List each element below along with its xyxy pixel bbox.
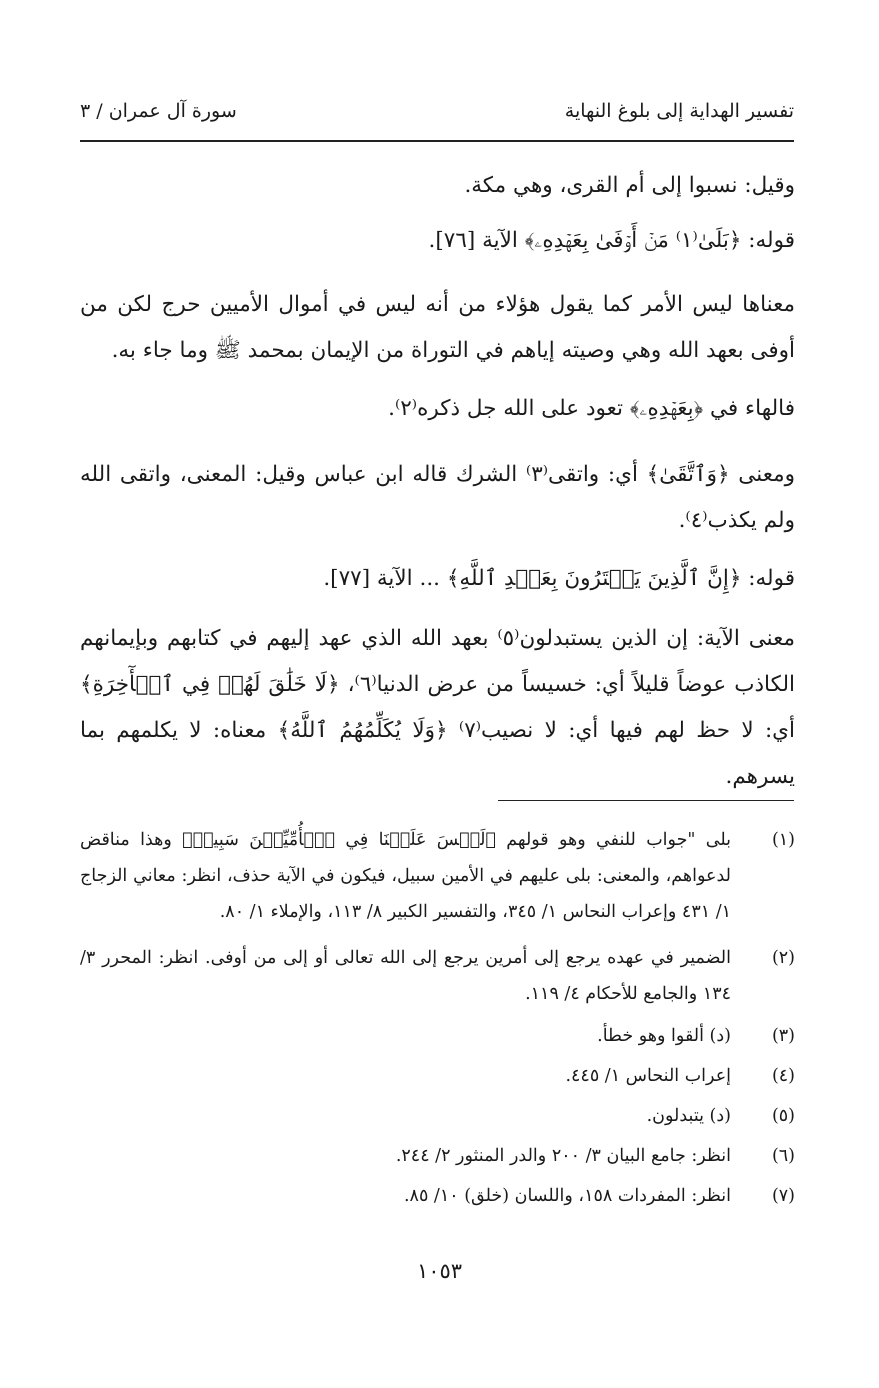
paragraph-5: ومعنى ﴿وَٱتَّقَىٰ﴾ أي: واتقى⁽٣⁾ الشرك قاله ابن عباس وقيل: المعنى، واتقى الله ولم يكذب⁽٤⁾. bbox=[80, 462, 795, 533]
footnote-number: (٥) bbox=[771, 1106, 795, 1126]
footnote-number: (٦) bbox=[771, 1146, 795, 1166]
footnote-2 bbox=[80, 940, 795, 1012]
footnote-text: انظر: جامع البيان ٣/ ٢٠٠ والدر المنثور ٢/ ٢٤٤. bbox=[395, 1146, 731, 1166]
footnote-number: (٣) bbox=[771, 1026, 795, 1046]
footnote-4 bbox=[80, 1058, 795, 1094]
running-header bbox=[80, 100, 794, 132]
paragraph-7: معنى الآية: إن الذين يستبدلون⁽٥⁾ بعهد الله الذي عهد إليهم في كتابهم وبإيمانهم الكاذب عوضاً قليلاً أي: خسيساً من عرض الدنيا⁽٦⁾، ﴿لَا خَلَٰقَ لَهُمۡ فِي ٱلۡأٓخِرَةِ﴾ أي: لا حظ لهم فيها أي: لا نصيب⁽٧⁾ ﴿وَلَا يُكَلِّمُهُمُ ٱللَّهُ﴾ معناه: لا يكلمهم بما يسرهم. bbox=[80, 626, 796, 789]
surah-label: سورة آل عمران / ٣ bbox=[80, 100, 237, 122]
footnote-text: بلى "جواب للنفي وهو قولهم ﴿لَيۡسَ عَلَيۡنَا فِي ٱلۡأُمِّيِّـۧنَ سَبِيلٞ﴾ وهذا مناقض لدعواهم، والمعنى: بلى عليهم في الأمين سبيل، فيكون في الآية حذف، انظر: معاني الزجاج ١/ ٤٣١ وإعراب النحاس ١/ ٣٤٥، والتفسير الكبير ٨/ ١١٣، والإملاء ١/ ٨٠. bbox=[80, 830, 731, 922]
paragraph-3: معناها ليس الأمر كما يقول هؤلاء من أنه ليس في أموال الأميين حرج لكن من أوفى بعهد الله وهي وصيته إياهم في التوراة من الإيمان بمحمد ﷺ وما جاء به. bbox=[80, 292, 795, 363]
footnote-3 bbox=[80, 1018, 795, 1054]
paragraph-4: فالهاء في ﴿بِعَهۡدِهِۦ﴾ تعود على الله جل ذكره⁽٢⁾. bbox=[388, 396, 795, 421]
paragraph-6: قوله: ﴿إِنَّ ٱلَّذِينَ يَشۡتَرُونَ بِعَهۡدِ ٱللَّهِ﴾ ... الآية [٧٧]. bbox=[323, 566, 795, 591]
paragraph-2: قوله: ﴿بَلَىٰ⁽١⁾ مَنۡ أَوۡفَىٰ بِعَهۡدِهِۦ﴾ الآية [٧٦]. bbox=[428, 228, 795, 253]
footnote-5 bbox=[80, 1098, 795, 1134]
header-rule bbox=[80, 140, 794, 142]
footnote-number: (٤) bbox=[771, 1066, 795, 1086]
footnote-text: (د) يتبدلون. bbox=[646, 1106, 731, 1126]
footnote-6 bbox=[80, 1138, 795, 1174]
footnote-text: إعراب النحاس ١/ ٤٤٥. bbox=[565, 1066, 731, 1086]
footnote-7 bbox=[80, 1178, 795, 1214]
footnote-rule bbox=[498, 800, 794, 801]
footnote-1 bbox=[80, 822, 795, 930]
paragraph-1: وقيل: نسبوا إلى أم القرى، وهي مكة. bbox=[464, 173, 795, 198]
book-title: تفسير الهداية إلى بلوغ النهاية bbox=[564, 100, 794, 122]
footnote-text: الضمير في عهده يرجع إلى أمرين يرجع إلى الله تعالى أو إلى من أوفى. انظر: المحرر ٣/ ١٣٤ والجامع للأحكام ٤/ ١١٩. bbox=[80, 948, 731, 1004]
page-number: ١٠٥٣ bbox=[416, 1259, 463, 1283]
footnote-number: (٢) bbox=[771, 948, 795, 968]
footnote-number: (٧) bbox=[771, 1186, 795, 1206]
footnote-text: (د) ألقوا وهو خطأ. bbox=[597, 1026, 731, 1046]
footnote-text: انظر: المفردات ١٥٨، واللسان (خلق) ١٠/ ٨٥. bbox=[403, 1186, 731, 1206]
footnote-number: (١) bbox=[771, 830, 795, 850]
